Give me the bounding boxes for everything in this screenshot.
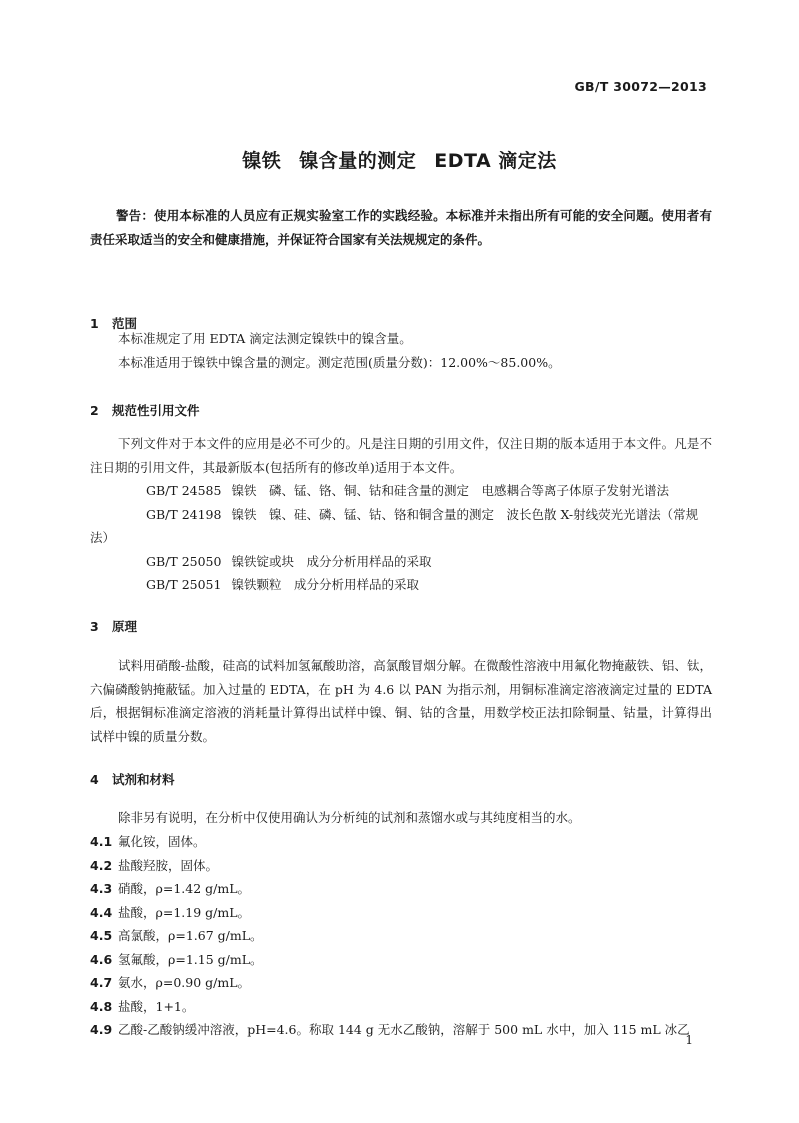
item-text: 氨水，ρ=0.90 g/mL。 — [118, 975, 250, 990]
normative-intro-paragraph: 下列文件对于本文件的应用是必不可少的。凡是注日期的引用文件，仅注日期的版本适用于本文件。凡是不注日期的引用文件，其最新版本(包括所有的修改单)适用于本文件。 — [90, 436, 712, 475]
item-number: 4.2 — [90, 857, 113, 873]
scope-body — [90, 327, 712, 374]
reference-code: GB/T 24198 — [146, 506, 222, 522]
section-4-heading — [90, 770, 175, 788]
item-number: 4.6 — [90, 951, 113, 967]
reagent-item — [90, 901, 712, 925]
item-text: 盐酸，1+1。 — [118, 998, 195, 1014]
reference-title: 镍铁 磷、锰、铬、铜、钴和硅含量的测定 电感耦合等离子体原子发射光谱法 — [231, 483, 669, 498]
section-2-heading — [90, 401, 200, 419]
item-number: 4.1 — [90, 834, 113, 849]
document-title — [0, 146, 799, 173]
reagent-item — [90, 995, 712, 1019]
section-number: 2 — [90, 403, 99, 418]
section-title: 试剂和材料 — [112, 772, 175, 787]
reagents-intro — [90, 806, 712, 830]
section-title: 范围 — [112, 316, 138, 331]
scope-paragraph: 本标准规定了用 EDTA 滴定法测定镍铁中的镍含量。 — [118, 331, 412, 346]
item-text: 硝酸，ρ=1.42 g/mL。 — [118, 881, 250, 896]
item-text: 氢氟酸，ρ=1.15 g/mL。 — [118, 951, 263, 967]
section-number: 1 — [90, 316, 99, 331]
item-number: 4.4 — [90, 904, 113, 920]
reagent-item — [90, 877, 712, 901]
reference-title: 镍铁颗粒 成分分析用样品的采取 — [231, 577, 419, 592]
reference-code: GB/T 24585 — [146, 483, 222, 498]
principle-body — [90, 654, 712, 748]
principle-paragraph: 试料用硝酸-盐酸，硅高的试料加氢氟酸助溶，高氯酸冒烟分解。在微酸性溶液中用氟化物掩蔽铁、铝、钛，六偏磷酸钠掩蔽锰。加入过量的 EDTA，在 pH 为 4.6 以 PAN 为指示剂，用铜标准滴定溶液滴定过量的 EDTA 后，根据铜标准滴定溶液的消耗量计算得出试样中镍、铜、钴的含量，用数学校正法扣除铜量、钴量，计算得出试样中镍的质量分数。 — [90, 658, 712, 744]
item-number: 4.9 — [90, 1022, 113, 1037]
reference-title: 镍铁锭或块 成分分析用样品的采取 — [231, 553, 432, 569]
standard-code: GB/T 30072—2013 — [574, 79, 707, 94]
title-part-1: 镍铁 — [242, 150, 282, 172]
page-number: 1 — [685, 1033, 693, 1047]
item-number: 4.8 — [90, 998, 113, 1014]
section-number: 3 — [90, 619, 99, 634]
reference-list — [90, 479, 712, 597]
reagent-item — [90, 854, 712, 878]
title-part-3: EDTA 滴定法 — [434, 150, 557, 172]
item-number: 4.3 — [90, 881, 113, 896]
reagent-item — [90, 1018, 712, 1042]
item-text: 盐酸，ρ=1.19 g/mL。 — [118, 904, 250, 920]
reagent-item — [90, 924, 712, 948]
section-3-heading — [90, 617, 137, 635]
reference-item — [90, 550, 712, 574]
reagent-item — [90, 948, 712, 972]
normative-intro — [90, 432, 712, 479]
section-title: 原理 — [112, 619, 138, 634]
section-title: 规范性引用文件 — [112, 403, 200, 418]
reagent-item — [90, 830, 712, 854]
item-number: 4.7 — [90, 975, 113, 990]
scope-paragraph: 本标准适用于镍铁中镍含量的测定。测定范围(质量分数)：12.00%～85.00%。 — [118, 354, 561, 370]
item-text: 乙酸-乙酸钠缓冲溶液，pH=4.6。称取 144 g 无水乙酸钠，溶解于 500 mL 水中，加入 115 mL 冰乙 — [118, 1022, 690, 1037]
warning-paragraph: 警告：使用本标准的人员应有正规实验室工作的实践经验。本标准并未指出所有可能的安全问题。使用者有责任采取适当的安全和健康措施，并保证符合国家有关法规规定的条件。 — [90, 208, 712, 247]
item-number: 4.5 — [90, 928, 113, 943]
reagent-list — [90, 830, 712, 1042]
item-text: 高氯酸，ρ=1.67 g/mL。 — [118, 928, 263, 943]
reference-code: GB/T 25051 — [146, 577, 222, 592]
reagents-intro-paragraph: 除非另有说明，在分析中仅使用确认为分析纯的试剂和蒸馏水或与其纯度相当的水。 — [118, 810, 581, 825]
reagent-item — [90, 971, 712, 995]
reference-item — [90, 479, 712, 503]
item-text: 盐酸羟胺，固体。 — [118, 857, 219, 873]
title-part-2: 镍含量的测定 — [299, 150, 417, 172]
reference-item — [90, 503, 712, 550]
reference-title: 镍铁 镍、硅、磷、锰、钴、铬和铜含量的测定 波长色散 X-射线荧光光谱法（常规法） — [90, 506, 699, 545]
reference-item — [90, 573, 712, 597]
section-number: 4 — [90, 772, 99, 787]
reference-code: GB/T 25050 — [146, 553, 222, 569]
item-text: 氟化铵，固体。 — [118, 834, 206, 849]
